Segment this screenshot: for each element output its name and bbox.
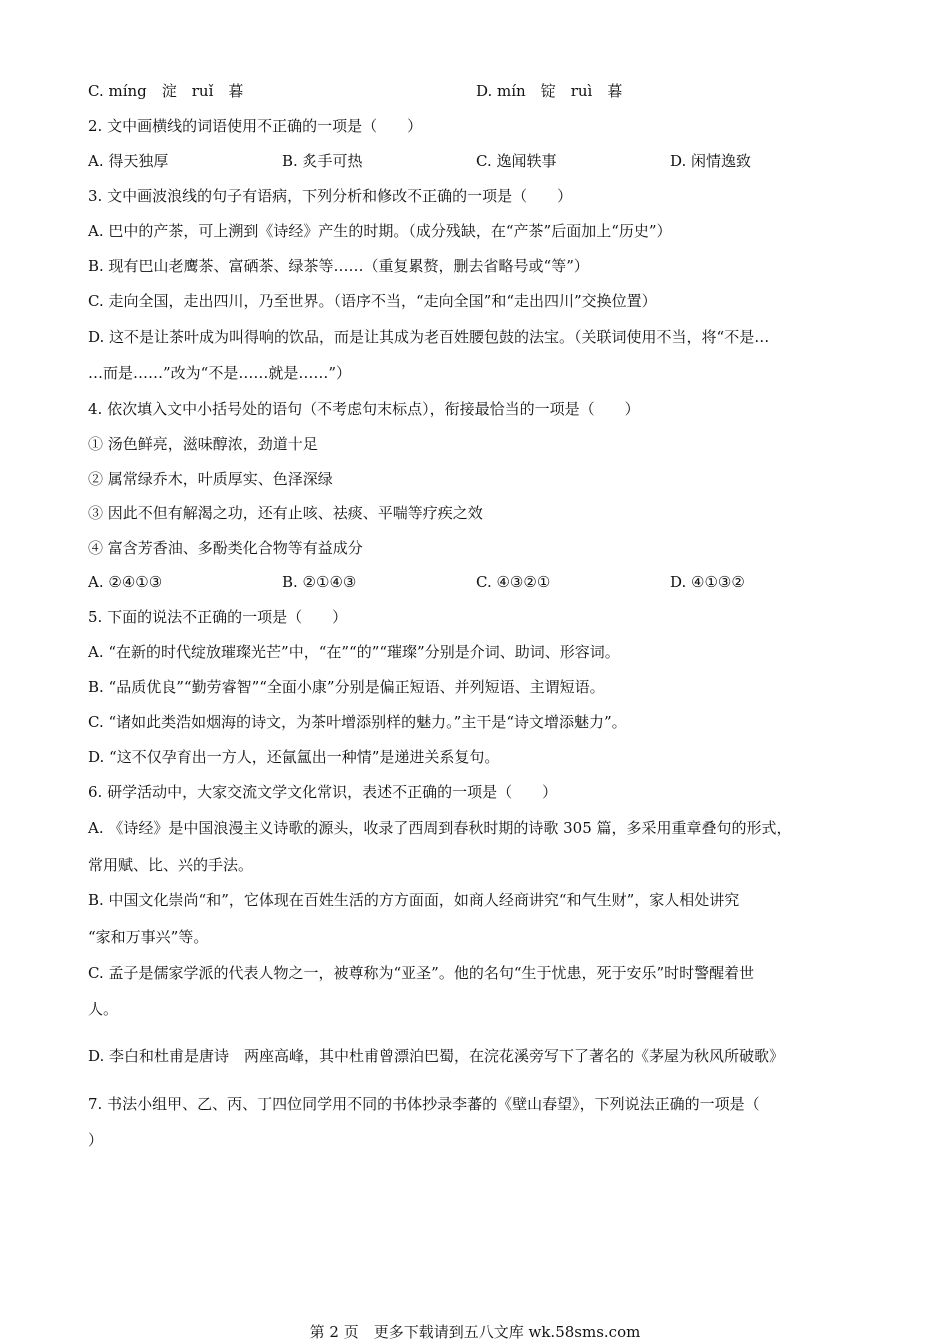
q2-option-a: A. 得天独厚 [88,152,169,170]
q5-option-d: D. “这不仅孕育出一方人，还氤氲出一种情”是递进关系复句。 [88,748,500,766]
q4-option-d: D. ④①③② [670,573,745,591]
q7-stem-line1: 7. 书法小组甲、乙、丙、丁四位同学用不同的书体抄录李蕃的《壁山春望》，下列说法正确的一项是（ [88,1095,760,1113]
q4-stem: 4. 依次填入文中小括号处的语句（不考虑句末标点），衔接最恰当的一项是（ ） [88,400,640,418]
q2-option-d: D. 闲情逸致 [670,152,752,170]
q3-option-a: A. 巴中的产茶，可上溯到《诗经》产生的时期。（成分残缺，在“产茶”后面加上“历史”） [88,222,672,240]
q6-option-c-line2: 人。 [88,1000,119,1018]
q6-option-b-line2: “家和万事兴”等。 [88,928,209,946]
q4-sentence-2: ② 属常绿乔木，叶质厚实、色泽深绿 [88,470,333,488]
q5-option-b: B. “品质优良”“勤劳睿智”“全面小康”分别是偏正短语、并列短语、主谓短语。 [88,678,605,696]
q6-stem: 6. 研学活动中，大家交流文学文化常识，表述不正确的一项是（ ） [88,783,558,801]
q3-option-d-line1: D. 这不是让茶叶成为叫得响的饮品，而是让其成为老百姓腰包鼓的法宝。（关联词使用不当，将“不是… [88,328,770,346]
q6-option-d: D. 李白和杜甫是唐诗 两座高峰，其中杜甫曾漂泊巴蜀，在浣花溪旁写下了著名的《茅屋为秋风所破歌》 [88,1047,785,1065]
q4-option-b: B. ②①④③ [282,573,357,591]
q4-sentence-4: ④ 富含芳香油、多酚类化合物等有益成分 [88,539,363,557]
q1-option-d: D. mín 锭 ruì 暮 [476,82,623,100]
q5-stem: 5. 下面的说法不正确的一项是（ ） [88,608,348,626]
q4-option-a: A. ②④①③ [88,573,163,591]
q5-option-c: C. “诸如此类浩如烟海的诗文，为茶叶增添别样的魅力。”主干是“诗文增添魅力”。 [88,713,627,731]
q1-option-c: C. míng 淀 ruǐ 暮 [88,82,244,100]
q6-option-a-line2: 常用赋、比、兴的手法。 [88,856,254,874]
q3-option-c: C. 走向全国，走出四川，乃至世界。（语序不当，“走向全国”和“走出四川”交换位置） [88,292,657,310]
q4-sentence-3: ③ 因此不但有解渴之功，还有止咳、祛痰、平喘等疗疾之效 [88,504,483,522]
q3-option-d-line2: …而是……”改为“不是……就是……”） [88,364,352,382]
q7-stem-line2: ） [88,1131,104,1149]
q2-stem: 2. 文中画横线的词语使用不正确的一项是（ ） [88,117,423,135]
page-footer: 第 2 页 更多下载请到五八文库 wk.58sms.com [309,1323,641,1341]
q3-stem: 3. 文中画波浪线的句子有语病，下列分析和修改不正确的一项是（ ） [88,187,573,205]
q3-option-b: B. 现有巴山老鹰茶、富硒茶、绿茶等……（重复累赘，删去省略号或“等”） [88,257,589,275]
q6-option-b-line1: B. 中国文化崇尚“和”，它体现在百姓生活的方方面面，如商人经商讲究“和气生财”，家人相处讲究 [88,891,740,909]
q6-option-c-line1: C. 孟子是儒家学派的代表人物之一，被尊称为“亚圣”。他的名句“生于忧患，死于安乐”时时警醒着世 [88,964,755,982]
q5-option-a: A. “在新的时代绽放璀璨光芒”中，“在”“的”“璀璨”分别是介词、助词、形容词。 [88,643,620,661]
q2-option-b: B. 炙手可热 [282,152,363,170]
q2-option-c: C. 逸闻轶事 [476,152,557,170]
q6-option-a-line1: A. 《诗经》是中国浪漫主义诗歌的源头，收录了西周到春秋时期的诗歌 305 篇，多采用重章叠句的形式， [88,819,792,837]
q4-sentence-1: ① 汤色鲜亮，滋味醇浓，劲道十足 [88,435,318,453]
q4-option-c: C. ④③②① [476,573,551,591]
